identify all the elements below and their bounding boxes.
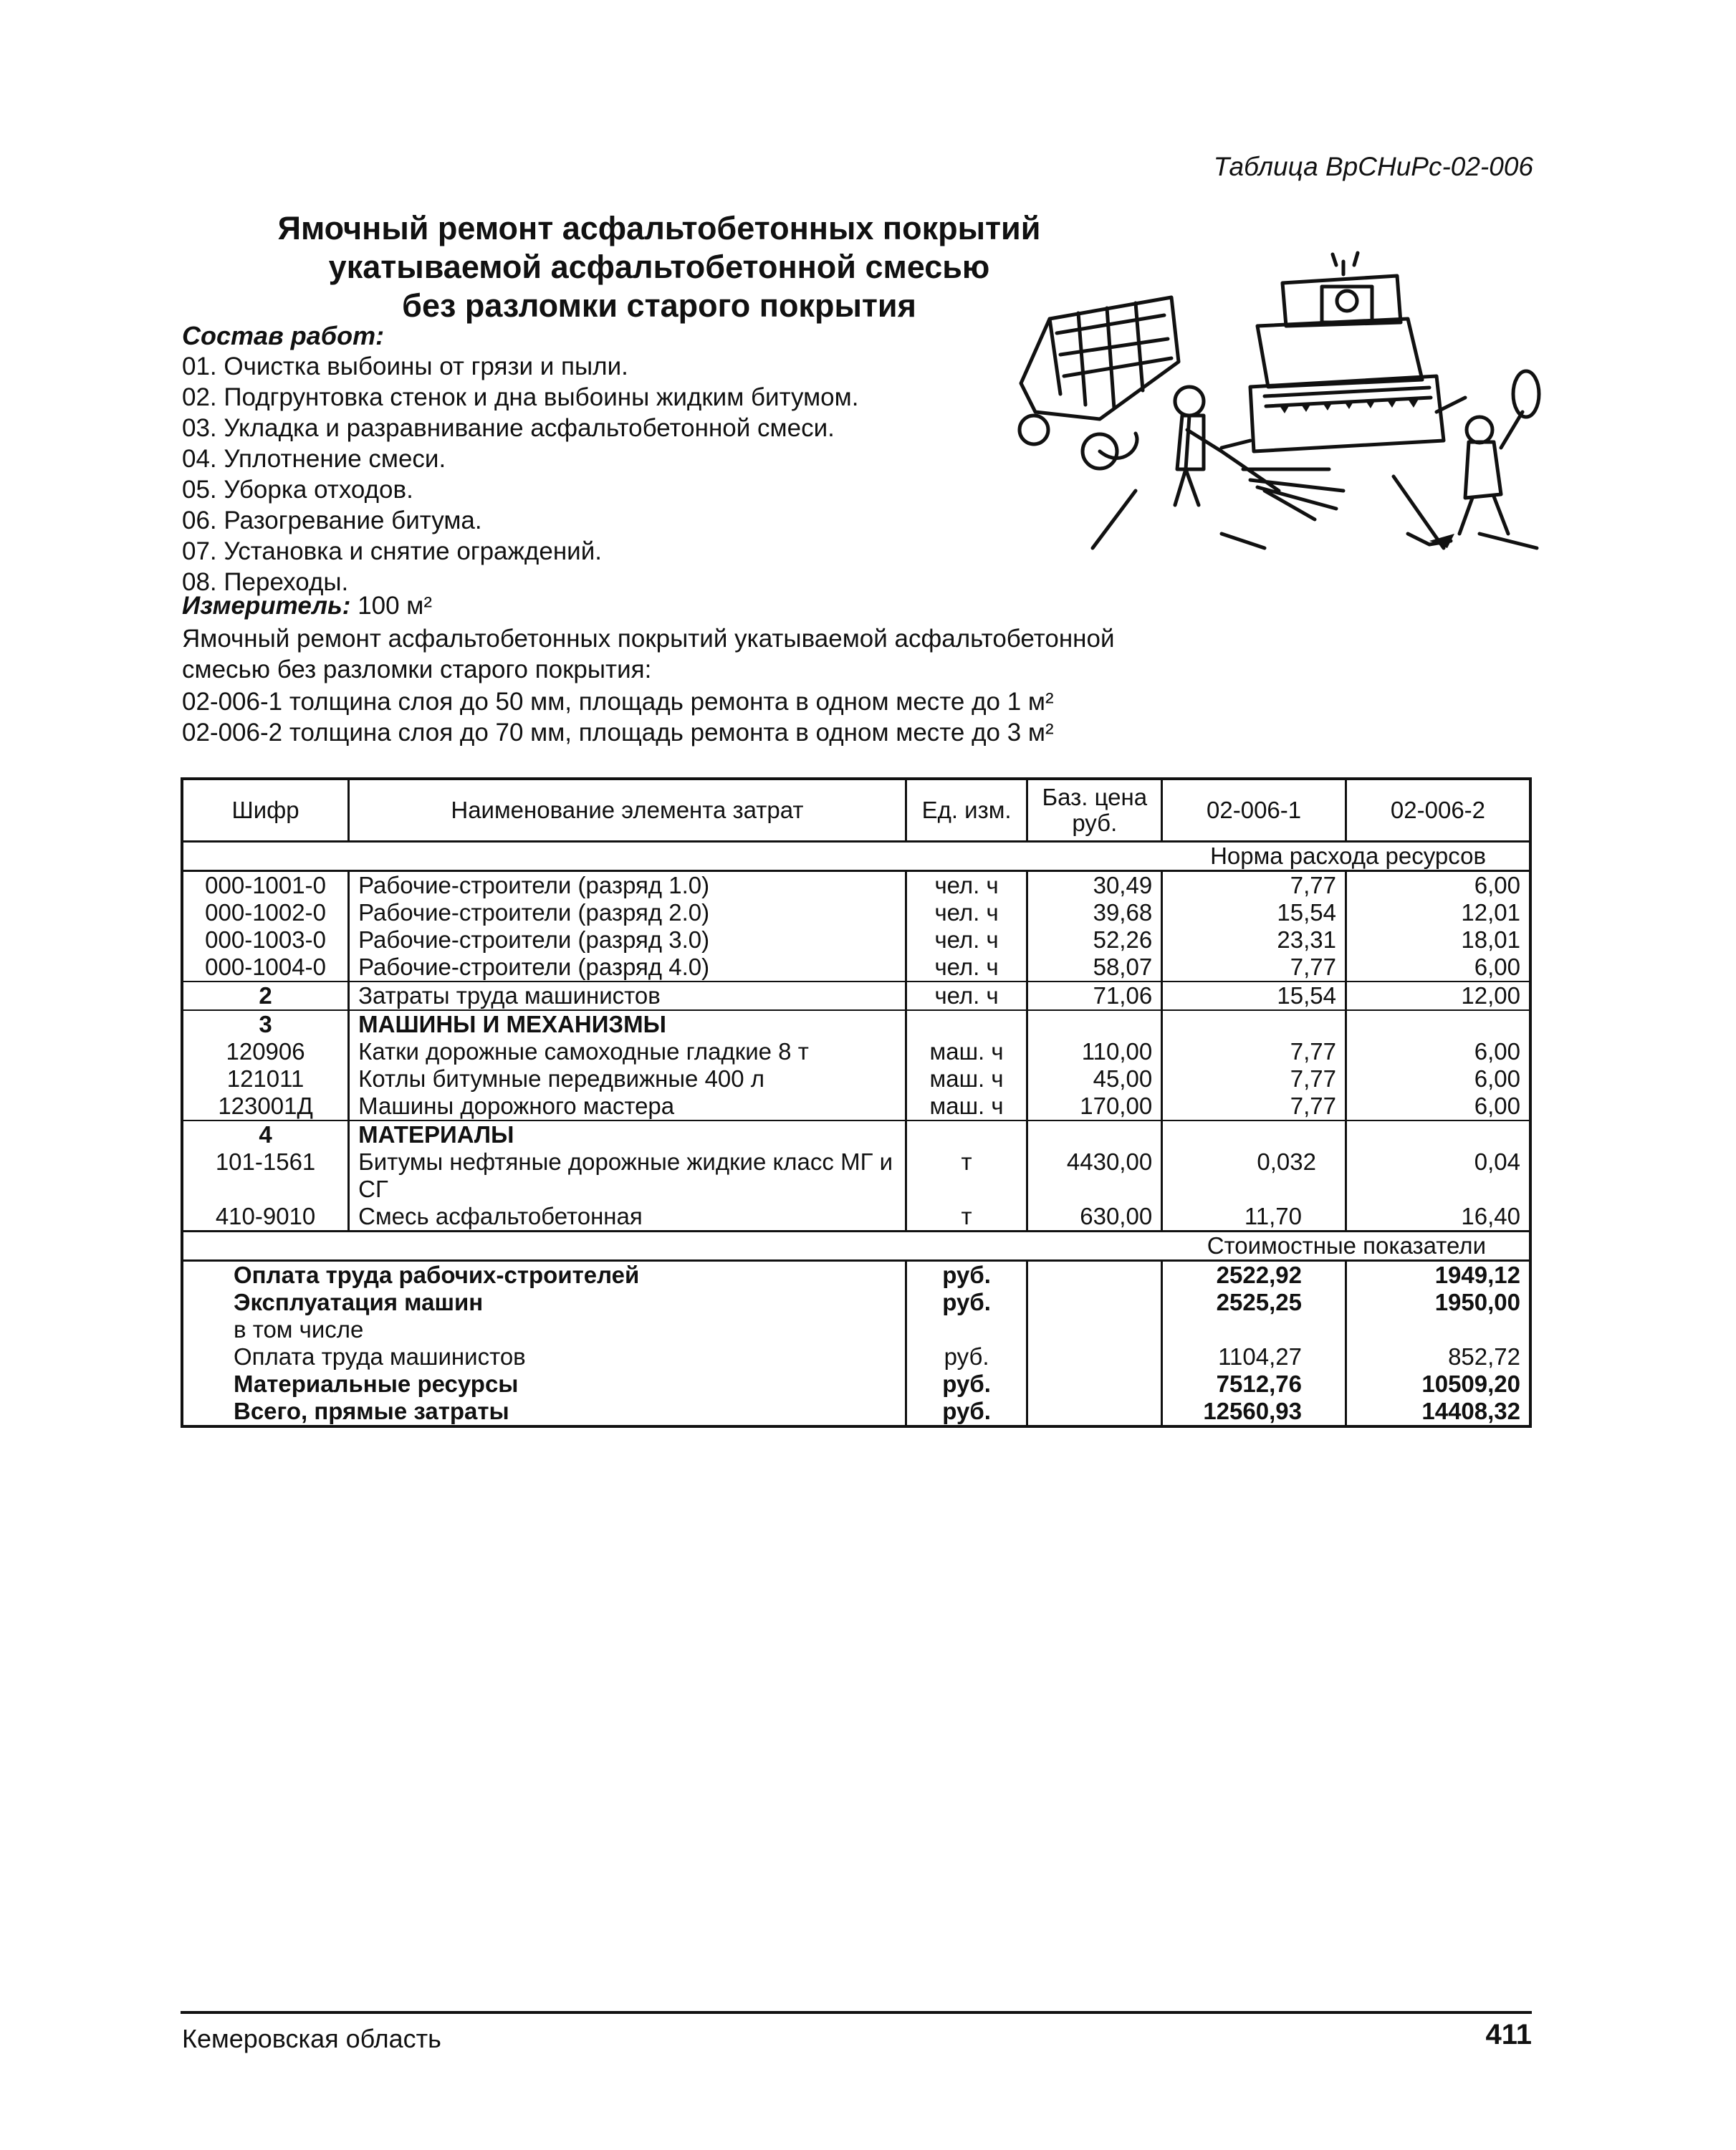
road-repair-illustration bbox=[1007, 233, 1548, 562]
title-line: без разломки старого покрытия bbox=[402, 287, 916, 324]
resource-table bbox=[181, 777, 1532, 1428]
col-header: 02-006-1 bbox=[1162, 779, 1346, 842]
col-header: Ед. изм. bbox=[906, 779, 1027, 842]
cell-v2: 12,01 bbox=[1346, 899, 1530, 926]
cell-v2: 6,00 bbox=[1346, 1093, 1530, 1120]
cost-name: Всего, прямые затраты bbox=[182, 1398, 906, 1426]
cell-unit: чел. ч bbox=[906, 899, 1027, 926]
col-header: Баз. цена руб. bbox=[1027, 779, 1162, 842]
footer-region: Кемеровская область bbox=[182, 2024, 441, 2053]
cell-unit: чел. ч bbox=[906, 954, 1027, 982]
table-row bbox=[182, 1203, 1530, 1232]
col-header: 02-006-2 bbox=[1346, 779, 1530, 842]
section-row bbox=[182, 1232, 1530, 1261]
cell-code: 101-1561 bbox=[182, 1148, 349, 1203]
table-row bbox=[182, 1148, 1530, 1203]
cell-name: Рабочие-строители (разряд 4.0) bbox=[349, 954, 906, 982]
cell-v2: 6,00 bbox=[1346, 954, 1530, 982]
cell-name: Рабочие-строители (разряд 3.0) bbox=[349, 926, 906, 954]
table-row bbox=[182, 871, 1530, 900]
cell-v1: 7,77 bbox=[1162, 871, 1346, 900]
cell-v1: 7,77 bbox=[1162, 1093, 1346, 1120]
variant-line: 02-006-1 толщина слоя до 50 мм, площадь ремонта в одном месте до 1 м² bbox=[182, 688, 1054, 716]
cell-name: Рабочие-строители (разряд 2.0) bbox=[349, 899, 906, 926]
meter bbox=[182, 592, 432, 620]
cost-v1: 12560,93 bbox=[1162, 1398, 1346, 1426]
cost-name: Оплата труда машинистов bbox=[182, 1343, 906, 1371]
cell-v2: 12,00 bbox=[1346, 982, 1530, 1010]
work-item: 04. Уплотнение смеси. bbox=[182, 445, 446, 473]
section-row bbox=[182, 842, 1530, 871]
cell-price: 170,00 bbox=[1027, 1093, 1162, 1120]
cell-v2: 6,00 bbox=[1346, 871, 1530, 900]
cost-name: Оплата труда рабочих-строителей bbox=[182, 1261, 906, 1290]
cell-price: 71,06 bbox=[1027, 982, 1162, 1010]
cost-unit: руб. bbox=[906, 1289, 1027, 1316]
group-label: МАШИНЫ И МЕХАНИЗМЫ bbox=[349, 1010, 906, 1038]
cost-name: Материальные ресурсы bbox=[182, 1371, 906, 1398]
cell-price: 39,68 bbox=[1027, 899, 1162, 926]
cell-price: 45,00 bbox=[1027, 1065, 1162, 1093]
cost-row bbox=[182, 1261, 1530, 1290]
cell-name: Котлы битумные передвижные 400 л bbox=[349, 1065, 906, 1093]
group-row bbox=[182, 1120, 1530, 1148]
section-label: Стоимостные показатели bbox=[182, 1232, 1530, 1261]
cell-name: Затраты труда машинистов bbox=[349, 982, 906, 1010]
work-item: 08. Переходы. bbox=[182, 568, 349, 596]
cell-code: 2 bbox=[182, 982, 349, 1010]
cell-unit: чел. ч bbox=[906, 982, 1027, 1010]
cell-v1: 15,54 bbox=[1162, 982, 1346, 1010]
cell-name: Рабочие-строители (разряд 1.0) bbox=[349, 871, 906, 900]
cell-v1: 11,70 bbox=[1162, 1203, 1346, 1232]
work-item: 07. Установка и снятие ограждений. bbox=[182, 537, 602, 565]
cell-name: Битумы нефтяные дорожные жидкие класс МГ и СГ bbox=[349, 1148, 906, 1203]
col-header: Шифр bbox=[182, 779, 349, 842]
cost-row bbox=[182, 1371, 1530, 1398]
cell-v1: 0,032 bbox=[1162, 1148, 1346, 1203]
cost-name: в том числе bbox=[182, 1316, 906, 1343]
work-list bbox=[182, 351, 858, 598]
work-item: 05. Уборка отходов. bbox=[182, 476, 413, 504]
footer-divider bbox=[181, 2011, 1532, 2014]
table-header-row bbox=[182, 779, 1530, 842]
cell-unit: чел. ч bbox=[906, 871, 1027, 900]
cell-v1: 23,31 bbox=[1162, 926, 1346, 954]
cost-row bbox=[182, 1316, 1530, 1343]
cell-code: 3 bbox=[182, 1010, 349, 1038]
cost-unit: руб. bbox=[906, 1343, 1027, 1371]
cost-v2: 14408,32 bbox=[1346, 1398, 1530, 1426]
cell-unit: маш. ч bbox=[906, 1038, 1027, 1065]
cell-v2: 6,00 bbox=[1346, 1065, 1530, 1093]
cell-v1: 15,54 bbox=[1162, 899, 1346, 926]
table-row bbox=[182, 954, 1530, 982]
cell-name: Смесь асфальтобетонная bbox=[349, 1203, 906, 1232]
cell-code: 120906 bbox=[182, 1038, 349, 1065]
table-row bbox=[182, 1065, 1530, 1093]
work-item: 06. Разогревание битума. bbox=[182, 507, 482, 534]
work-item: 03. Укладка и разравнивание асфальтобетонной смеси. bbox=[182, 414, 835, 442]
cost-v1: 7512,76 bbox=[1162, 1371, 1346, 1398]
cell-price: 630,00 bbox=[1027, 1203, 1162, 1232]
cell-unit: чел. ч bbox=[906, 926, 1027, 954]
cost-v2: 852,72 bbox=[1346, 1343, 1530, 1371]
cell-code: 000-1004-0 bbox=[182, 954, 349, 982]
cost-row bbox=[182, 1289, 1530, 1316]
cell-price: 52,26 bbox=[1027, 926, 1162, 954]
cell-name: Машины дорожного мастера bbox=[349, 1093, 906, 1120]
cost-unit: руб. bbox=[906, 1371, 1027, 1398]
cell-v1: 7,77 bbox=[1162, 1038, 1346, 1065]
cost-v2: 1950,00 bbox=[1346, 1289, 1530, 1316]
page-number: 411 bbox=[1485, 2019, 1532, 2050]
group-label: МАТЕРИАЛЫ bbox=[349, 1120, 906, 1148]
cell-code: 410-9010 bbox=[182, 1203, 349, 1232]
cell-code: 000-1002-0 bbox=[182, 899, 349, 926]
work-item: 02. Подгрунтовка стенок и дна выбоины жидким битумом. bbox=[182, 383, 859, 411]
table-row bbox=[182, 899, 1530, 926]
cell-code: 4 bbox=[182, 1120, 349, 1148]
cost-unit: руб. bbox=[906, 1398, 1027, 1426]
variant-line: 02-006-2 толщина слоя до 70 мм, площадь ремонта в одном месте до 3 м² bbox=[182, 719, 1054, 747]
cell-v2: 6,00 bbox=[1346, 1038, 1530, 1065]
cell-v1: 7,77 bbox=[1162, 954, 1346, 982]
cell-price: 30,49 bbox=[1027, 871, 1162, 900]
cell-unit: маш. ч bbox=[906, 1065, 1027, 1093]
cost-unit: руб. bbox=[906, 1261, 1027, 1290]
cell-price: 58,07 bbox=[1027, 954, 1162, 982]
cell-code: 123001Д bbox=[182, 1093, 349, 1120]
cost-name: Эксплуатация машин bbox=[182, 1289, 906, 1316]
cell-unit: т bbox=[906, 1203, 1027, 1232]
cost-v1: 2525,25 bbox=[1162, 1289, 1346, 1316]
cell-price: 110,00 bbox=[1027, 1038, 1162, 1065]
group-row bbox=[182, 1010, 1530, 1038]
work-heading: Состав работ: bbox=[182, 321, 385, 350]
table-id: Таблица ВрСНиРс-02-006 bbox=[1213, 152, 1533, 181]
meter-value: 100 м² bbox=[358, 592, 433, 620]
cost-row bbox=[182, 1398, 1530, 1426]
variants bbox=[182, 686, 1054, 748]
cell-v2: 16,40 bbox=[1346, 1203, 1530, 1232]
page-title bbox=[172, 209, 1146, 325]
cell-code: 000-1003-0 bbox=[182, 926, 349, 954]
cell-v1: 7,77 bbox=[1162, 1065, 1346, 1093]
cost-v1: 2522,92 bbox=[1162, 1261, 1346, 1290]
cell-name: Катки дорожные самоходные гладкие 8 т bbox=[349, 1038, 906, 1065]
cell-code: 121011 bbox=[182, 1065, 349, 1093]
cost-v2: 10509,20 bbox=[1346, 1371, 1530, 1398]
cell-v2: 0,04 bbox=[1346, 1148, 1530, 1203]
cell-price: 4430,00 bbox=[1027, 1148, 1162, 1203]
section-label: Норма расхода ресурсов bbox=[182, 842, 1530, 871]
cost-row bbox=[182, 1343, 1530, 1371]
work-item: 01. Очистка выбоины от грязи и пыли. bbox=[182, 352, 628, 380]
meter-label: Измеритель: bbox=[182, 592, 351, 620]
col-header: Наименование элемента затрат bbox=[349, 779, 906, 842]
table-row bbox=[182, 1038, 1530, 1065]
cost-v1: 1104,27 bbox=[1162, 1343, 1346, 1371]
cost-v2: 1949,12 bbox=[1346, 1261, 1530, 1290]
title-line: укатываемой асфальтобетонной смесью bbox=[328, 249, 990, 285]
description: Ямочный ремонт асфальтобетонных покрытий укатываемой асфальтобетонной смесью без разломки старого покрытия: bbox=[182, 625, 1115, 683]
table-row bbox=[182, 926, 1530, 954]
title-line: Ямочный ремонт асфальтобетонных покрытий bbox=[277, 210, 1041, 246]
table-row bbox=[182, 982, 1530, 1010]
cell-unit: маш. ч bbox=[906, 1093, 1027, 1120]
cell-code: 000-1001-0 bbox=[182, 871, 349, 900]
cell-v2: 18,01 bbox=[1346, 926, 1530, 954]
table-row bbox=[182, 1093, 1530, 1120]
cell-unit: т bbox=[906, 1148, 1027, 1203]
